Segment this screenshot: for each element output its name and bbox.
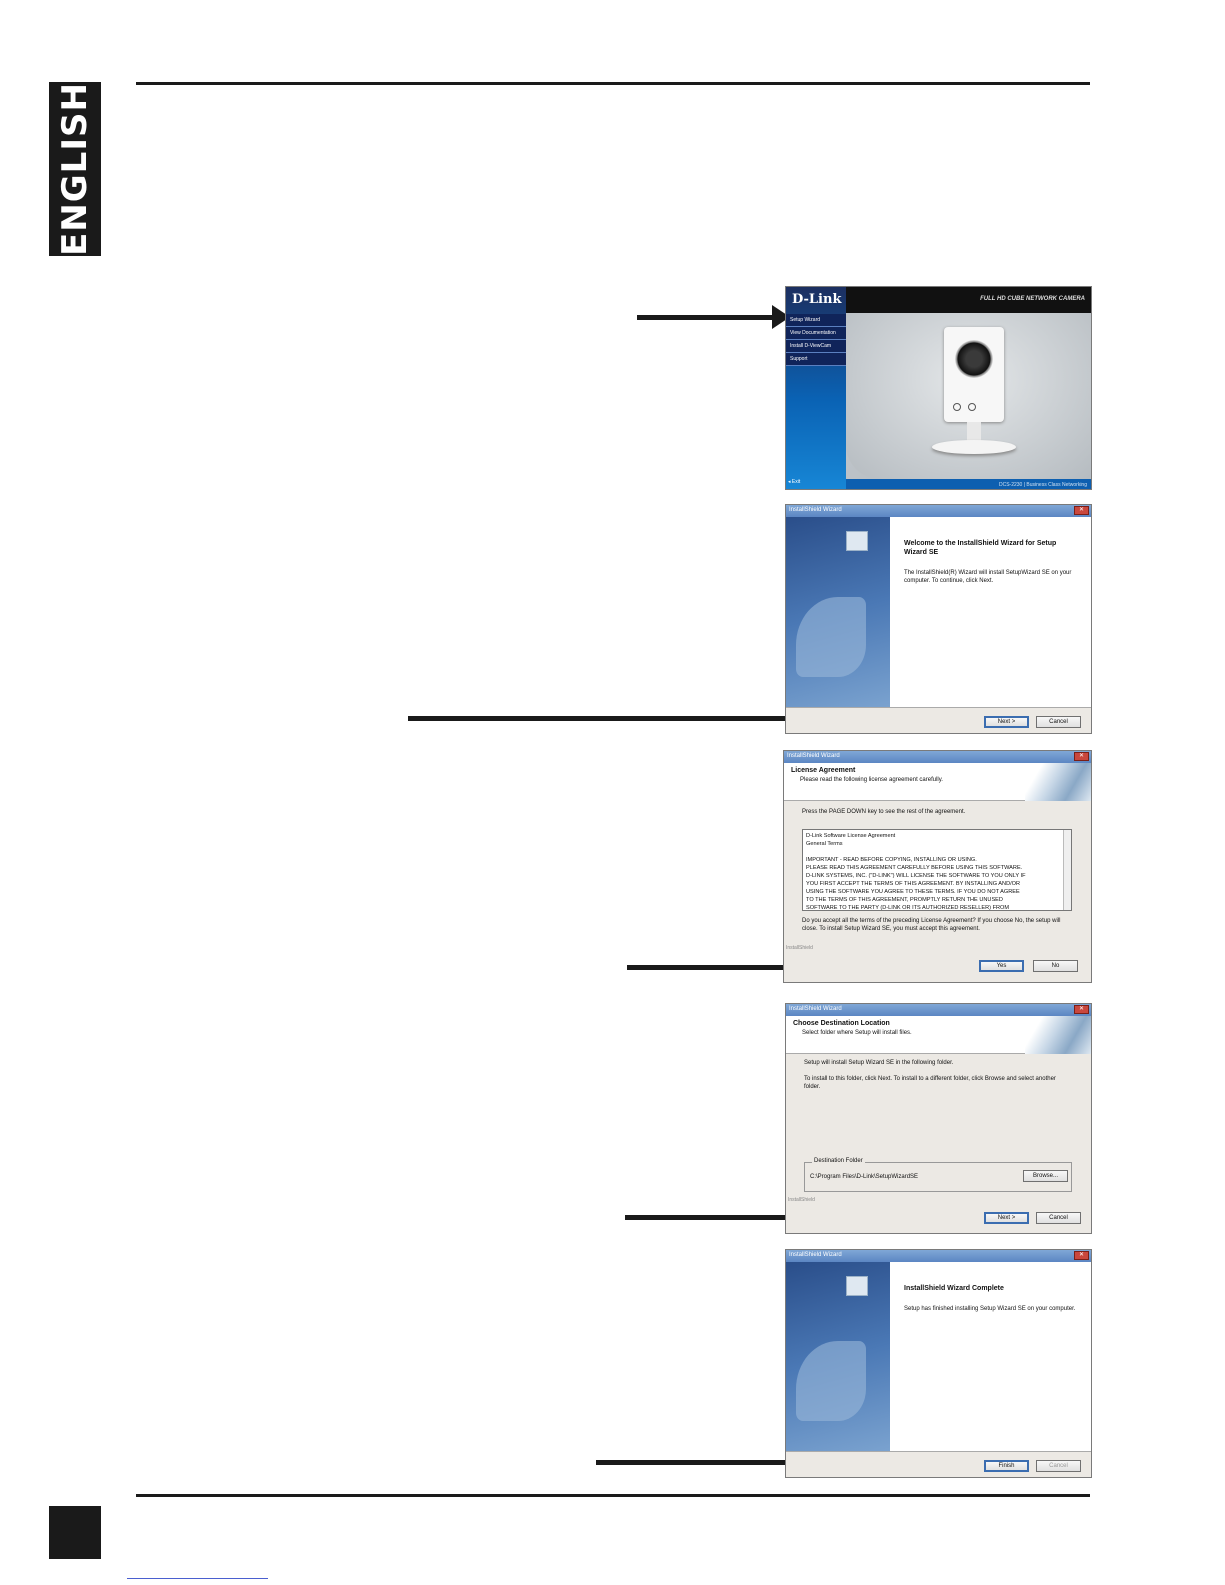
bottom-rule	[136, 1494, 1090, 1497]
menu-item-install-dviewcam[interactable]: Install D-ViewCam	[786, 340, 846, 353]
installer-logo-icon	[846, 1276, 868, 1296]
destination-line-1: Setup will install Setup Wizard SE in the following folder.	[804, 1060, 954, 1066]
finish-button[interactable]: Finish	[984, 1460, 1029, 1472]
destination-folder-path: C:\Program Files\D-Link\SetupWizardSE	[810, 1174, 919, 1180]
license-header-band	[784, 763, 1091, 801]
language-label: ENGLISH	[55, 82, 95, 256]
cancel-button[interactable]: Cancel	[1036, 1212, 1081, 1224]
yes-button[interactable]: Yes	[979, 960, 1024, 972]
license-line	[806, 848, 1068, 856]
window-title: InstallShield Wizard	[786, 505, 1091, 517]
autorun-menu	[786, 314, 846, 366]
destination-header-band	[786, 1016, 1091, 1054]
camera-button-icon	[953, 403, 961, 411]
installshield-brand: InstallShield	[788, 1197, 815, 1203]
welcome-body: The InstallShield(R) Wizard will install SetupWizard SE on your computer. To continue, click Next.	[904, 570, 1072, 584]
destination-folder-legend: Destination Folder	[814, 1158, 863, 1164]
button-bar	[786, 1451, 1091, 1478]
license-line: General Terms	[806, 841, 843, 847]
window-title: InstallShield Wizard	[784, 751, 1091, 763]
license-line: IMPORTANT - READ BEFORE COPYING, INSTALLING OR USING.	[806, 857, 977, 863]
license-line: D-Link Software License Agreement	[806, 833, 896, 839]
license-line: D-LINK SYSTEMS, INC. ("D-LINK") WILL LICENSE THE SOFTWARE TO YOU ONLY IF	[806, 873, 1026, 879]
no-button[interactable]: No	[1033, 960, 1078, 972]
license-question: Do you accept all the terms of the preceding License Agreement? If you choose No, the setup will close. To install Setup Wizard SE, you must accept this agreement.	[802, 918, 1061, 932]
window-title: InstallShield Wizard	[786, 1250, 1091, 1262]
license-text-box[interactable]	[802, 829, 1072, 911]
page-number-box	[49, 1506, 101, 1559]
license-line: TO THE TERMS OF THIS AGREEMENT, PROMPTLY RETURN THE UNUSED	[806, 897, 1003, 903]
button-bar	[786, 707, 1091, 734]
exit-label: Exit	[791, 479, 801, 485]
complete-window	[785, 1249, 1092, 1478]
installer-logo-icon	[846, 531, 868, 551]
destination-subheading: Select folder where Setup will install files.	[802, 1030, 912, 1036]
license-heading: License Agreement	[791, 767, 856, 774]
license-line: YOU FIRST ACCEPT THE TERMS OF THIS AGREEMENT. BY INSTALLING AND/OR	[806, 881, 1021, 887]
license-subheading: Please read the following license agreement carefully.	[800, 777, 943, 783]
dlink-autorun-window	[785, 286, 1092, 490]
license-line: PLEASE READ THIS AGREEMENT CAREFULLY BEFORE USING THIS SOFTWARE.	[806, 865, 1023, 871]
close-icon[interactable]: ✕	[1074, 752, 1089, 761]
footer-link-underline	[127, 1578, 268, 1579]
header-swirl-art	[1025, 1016, 1091, 1054]
language-tab	[49, 82, 101, 256]
license-line: SOFTWARE TO THE PARTY (D-LINK OR ITS AUTHORIZED RESELLER) FROM	[806, 905, 1010, 911]
destination-window	[785, 1003, 1092, 1234]
product-title: FULL HD CUBE NETWORK CAMERA	[980, 296, 1085, 302]
destination-line-2: To install to this folder, click Next. To install to a different folder, click Browse and select another folder.	[804, 1076, 1056, 1090]
installshield-brand: InstallShield	[786, 945, 813, 951]
autorun-footer: DCS-2230 | Business Class Networking	[846, 479, 1092, 490]
camera-stand	[967, 422, 981, 442]
header-swirl-art	[1025, 763, 1091, 801]
cancel-button[interactable]: Cancel	[1036, 716, 1081, 728]
top-rule	[136, 82, 1090, 85]
camera-lens-icon	[955, 340, 993, 378]
cancel-button: Cancel	[1036, 1460, 1081, 1472]
wizard-side-art	[786, 517, 890, 707]
welcome-heading: Welcome to the InstallShield Wizard for Setup Wizard SE	[904, 540, 1057, 556]
complete-content	[890, 1262, 1092, 1451]
exit-link[interactable]: ◂ Exit	[788, 479, 801, 485]
next-button[interactable]: Next >	[984, 716, 1029, 728]
license-instruction: Press the PAGE DOWN key to see the rest of the agreement.	[802, 809, 966, 815]
camera-led-icon	[968, 403, 976, 411]
close-icon[interactable]: ✕	[1074, 1005, 1089, 1014]
wizard-side-art	[786, 1262, 890, 1451]
complete-heading: InstallShield Wizard Complete	[904, 1285, 1004, 1292]
welcome-content	[890, 517, 1092, 707]
license-scrollbar[interactable]	[1063, 830, 1071, 910]
menu-item-support[interactable]: Support	[786, 353, 846, 366]
destination-heading: Choose Destination Location	[793, 1020, 890, 1027]
browse-button[interactable]: Browse...	[1023, 1170, 1068, 1182]
menu-item-setup-wizard[interactable]: Setup Wizard	[786, 314, 846, 327]
window-title: InstallShield Wizard	[786, 1004, 1091, 1016]
arrow-to-setup-wizard	[637, 315, 775, 320]
next-button[interactable]: Next >	[984, 1212, 1029, 1224]
welcome-window	[785, 504, 1092, 734]
dlink-logo: D-Link	[792, 292, 842, 307]
camera-base	[932, 440, 1016, 454]
license-window	[783, 750, 1092, 983]
license-line: USING THE SOFTWARE YOU AGREE TO THESE TERMS. IF YOU DO NOT AGREE	[806, 889, 1020, 895]
complete-body: Setup has finished installing Setup Wizard SE on your computer.	[904, 1306, 1076, 1312]
close-icon[interactable]: ✕	[1074, 1251, 1089, 1260]
close-icon[interactable]: ✕	[1074, 506, 1089, 515]
menu-item-view-documentation[interactable]: View Documentation	[786, 327, 846, 340]
